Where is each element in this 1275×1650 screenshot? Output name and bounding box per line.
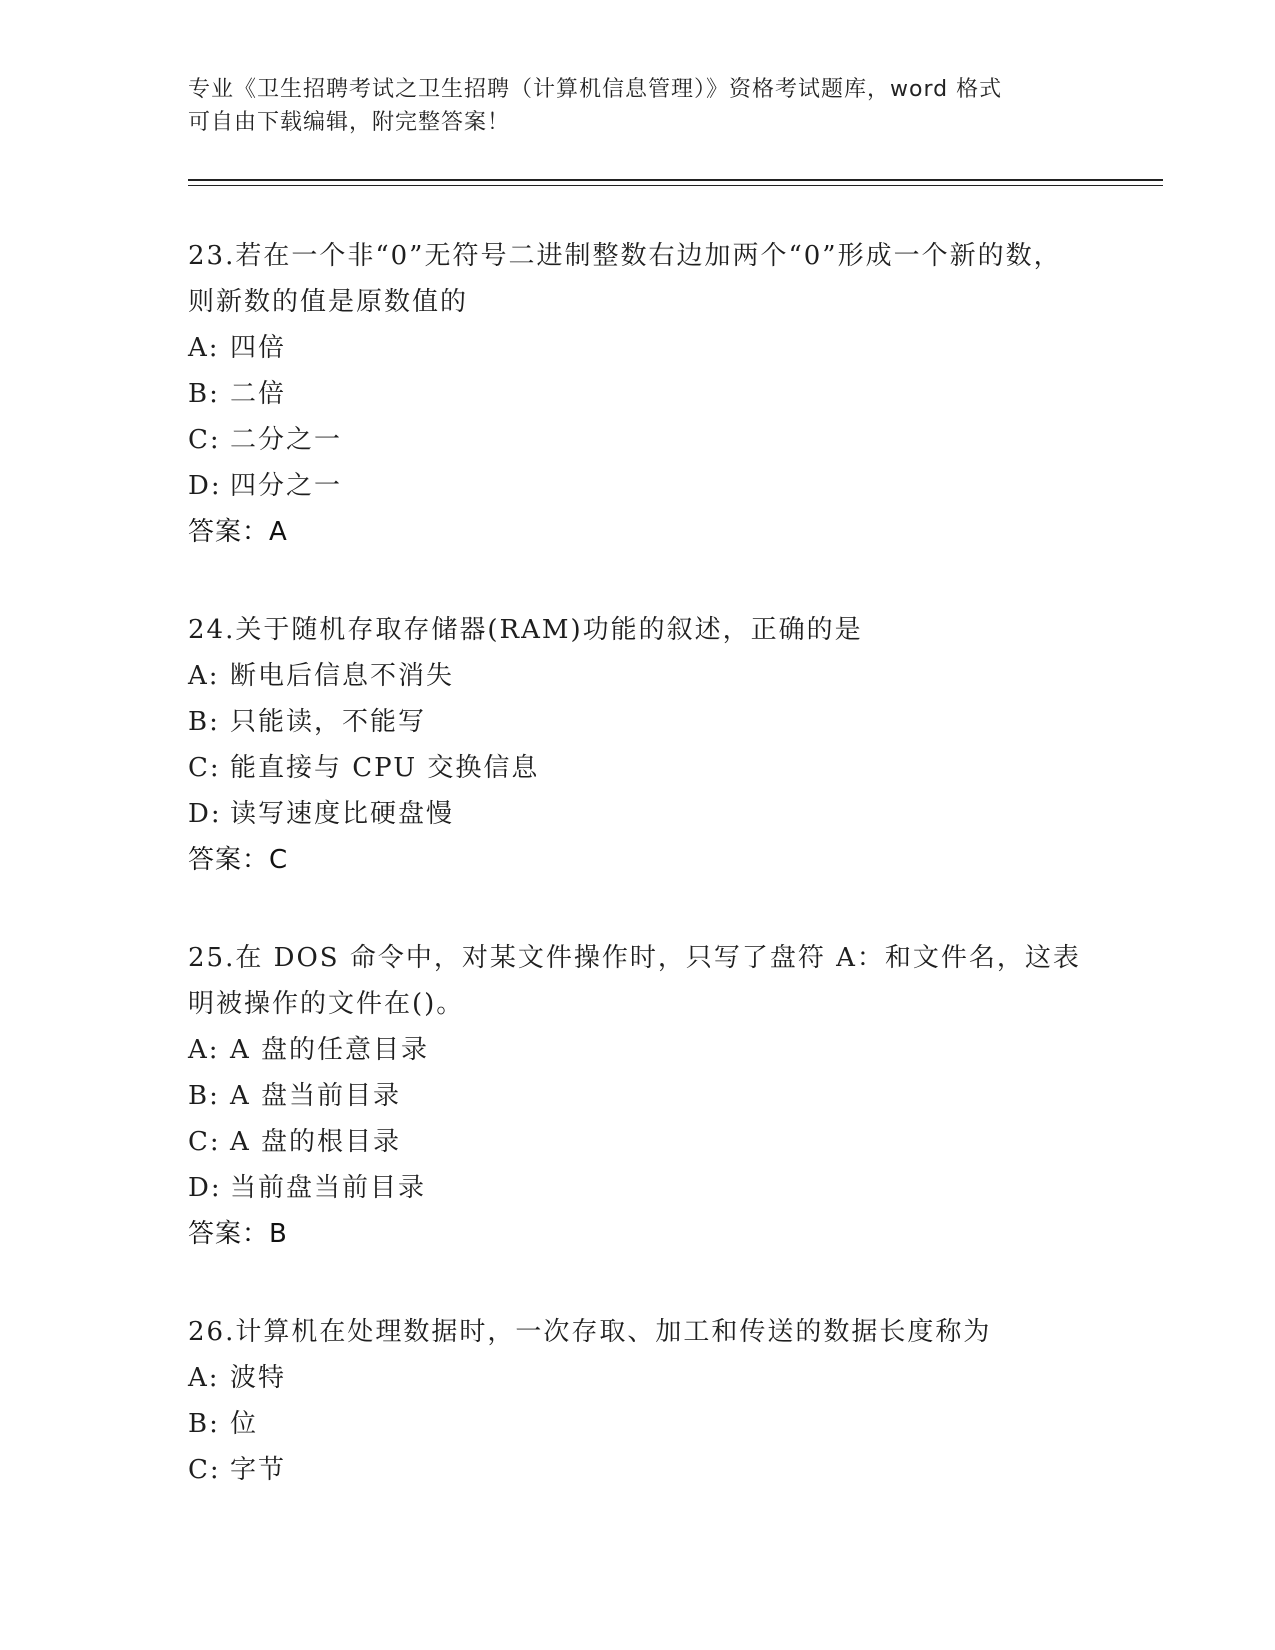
- option-b: [188, 371, 1088, 417]
- option-text: 断电后信息不消失: [230, 661, 455, 691]
- option-key: B:: [188, 1081, 220, 1111]
- option-a: [188, 325, 1088, 371]
- option-text: 四分之一: [230, 471, 343, 501]
- option-b: [188, 1073, 1088, 1119]
- option-a: [188, 653, 1088, 699]
- option-c: [188, 1119, 1088, 1165]
- question-stem: 24.关于随机存取存储器(RAM)功能的叙述，正确的是: [188, 615, 863, 645]
- option-key: A:: [188, 1035, 220, 1065]
- question-list: [188, 233, 1088, 1545]
- option-text: 二分之一: [230, 425, 343, 455]
- option-text: 四倍: [230, 333, 287, 363]
- answer-line: 答案：C: [188, 845, 289, 875]
- option-key: C:: [188, 753, 221, 783]
- option-key: A:: [188, 1363, 220, 1393]
- option-key: D:: [188, 471, 222, 501]
- option-key: C:: [188, 425, 221, 455]
- answer-line: 答案：A: [188, 517, 288, 547]
- option-key: A:: [188, 333, 220, 363]
- option-d: [188, 1165, 1088, 1211]
- option-key: B:: [188, 379, 220, 409]
- option-d: [188, 463, 1088, 509]
- option-d: [188, 791, 1088, 837]
- question-24: [188, 607, 1088, 883]
- option-text: 能直接与 CPU 交换信息: [230, 753, 540, 783]
- option-b: [188, 1401, 1088, 1447]
- option-text: 只能读，不能写: [230, 707, 427, 737]
- question-stem: 26.计算机在处理数据时，一次存取、加工和传送的数据长度称为: [188, 1317, 992, 1347]
- option-text: A 盘的根目录: [230, 1127, 402, 1157]
- option-c: [188, 417, 1088, 463]
- option-text: A 盘当前目录: [230, 1081, 402, 1111]
- option-c: [188, 745, 1088, 791]
- document-header: [188, 73, 1088, 139]
- option-text: 二倍: [230, 379, 287, 409]
- answer-line: 答案：B: [188, 1219, 288, 1249]
- question-stem: 23.若在一个非“0”无符号二进制整数右边加两个“0”形成一个新的数，则新数的值是原数值的: [188, 241, 1062, 317]
- header-line-2: 可自由下载编辑，附完整答案！: [188, 110, 511, 135]
- header-divider-thin: [188, 185, 1163, 186]
- question-stem: 25.在 DOS 命令中，对某文件操作时，只写了盘符 A：和文件名，这表明被操作的文件在()。: [188, 943, 1081, 1019]
- question-25: [188, 935, 1088, 1257]
- option-key: C:: [188, 1455, 221, 1485]
- option-key: A:: [188, 661, 220, 691]
- option-text: 读写速度比硬盘慢: [230, 799, 455, 829]
- option-a: [188, 1027, 1088, 1073]
- option-c: [188, 1447, 1088, 1493]
- option-text: 字节: [230, 1455, 287, 1485]
- option-b: [188, 699, 1088, 745]
- header-divider-thick: [188, 179, 1163, 181]
- option-key: B:: [188, 707, 220, 737]
- question-23: [188, 233, 1088, 555]
- option-key: D:: [188, 799, 222, 829]
- option-text: 位: [230, 1409, 259, 1439]
- option-text: 当前盘当前目录: [230, 1173, 427, 1203]
- header-line-1: 专业《卫生招聘考试之卫生招聘（计算机信息管理）》资格考试题库，word 格式: [188, 77, 1003, 102]
- option-text: 波特: [230, 1363, 287, 1393]
- option-text: A 盘的任意目录: [230, 1035, 430, 1065]
- option-key: D:: [188, 1173, 222, 1203]
- option-key: B:: [188, 1409, 220, 1439]
- option-a: [188, 1355, 1088, 1401]
- option-key: C:: [188, 1127, 221, 1157]
- question-26: [188, 1309, 1088, 1493]
